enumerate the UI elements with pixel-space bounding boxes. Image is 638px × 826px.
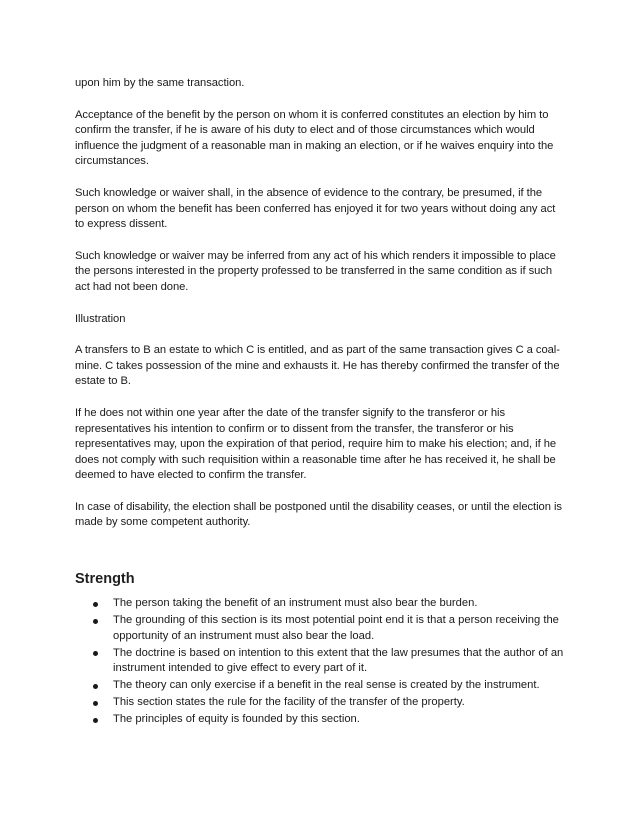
paragraph-one-year-rule: If he does not within one year after the date of the transfer signify to the transferor or his representatives his intention to confirm or to dissent from the transfer, the transferor or his representatives may, upon the expiration of that period, require him to make his election; and, if he does not comply with such requisition within a reasonable time after he has received it, he shall be deemed to have elected to confirm the transfer. — [75, 406, 557, 482]
bullet-icon — [93, 701, 98, 706]
paragraph-presumption: Such knowledge or waiver shall, in the absence of evidence to the contrary, be presumed, if the person on whom the benefit has been conferred has enjoyed it for two years without doing any act to express dissent. — [75, 186, 556, 231]
list-item-text: The person taking the benefit of an instrument must also bear the burden. — [113, 597, 478, 610]
list-item — [75, 646, 565, 677]
list-item — [75, 613, 565, 644]
paragraph-illustration: A transfers to B an estate to which C is entitled, and as part of the same transaction gives C a coal-mine. C takes possession of the mine and exhausts it. He has thereby confirmed the transfer of the estate to B. — [75, 344, 560, 388]
page-content — [75, 76, 565, 729]
list-item-text: The grounding of this section is its most potential point end it is that a person receiving the opportunity of an instrument must also bear the load. — [113, 614, 559, 642]
bullet-icon — [93, 651, 98, 656]
bullet-icon — [93, 684, 98, 689]
section-heading-strength: Strength — [75, 571, 135, 588]
list-item-text: This section states the rule for the facility of the transfer of the property. — [113, 696, 465, 709]
paragraph-continuation: upon him by the same transaction. — [75, 77, 245, 89]
strength-list — [75, 596, 565, 728]
list-item — [75, 596, 565, 612]
bullet-icon — [93, 718, 98, 723]
paragraph-acceptance: Acceptance of the benefit by the person on whom it is conferred constitutes an election by him to confirm the transfer, if he is aware of his duty to elect and of those circumstances which would influence the judgment of a reasonable man in making an election, or if he waives enquiry into the circumstances. — [75, 108, 554, 168]
bullet-icon — [93, 619, 98, 624]
list-item-text: The principles of equity is founded by this section. — [113, 713, 360, 726]
list-item — [75, 712, 565, 728]
paragraph-inference: Such knowledge or waiver may be inferred from any act of his which renders it impossible to place the persons interested in the property professed to be transferred in the same condition as if such act had not been done. — [75, 249, 556, 293]
list-item-text: The doctrine is based on intention to this extent that the law presumes that the author of an instrument intended to give effect to every part of it. — [113, 646, 564, 675]
list-item — [75, 678, 565, 694]
bullet-icon — [93, 602, 98, 607]
list-item — [75, 695, 565, 711]
illustration-label: Illustration — [75, 312, 126, 325]
paragraph-disability: In case of disability, the election shall be postponed until the disability ceases, or until the election is made by some competent authority. — [75, 500, 562, 529]
list-item-text: The theory can only exercise if a benefit in the real sense is created by the instrument. — [113, 679, 540, 692]
